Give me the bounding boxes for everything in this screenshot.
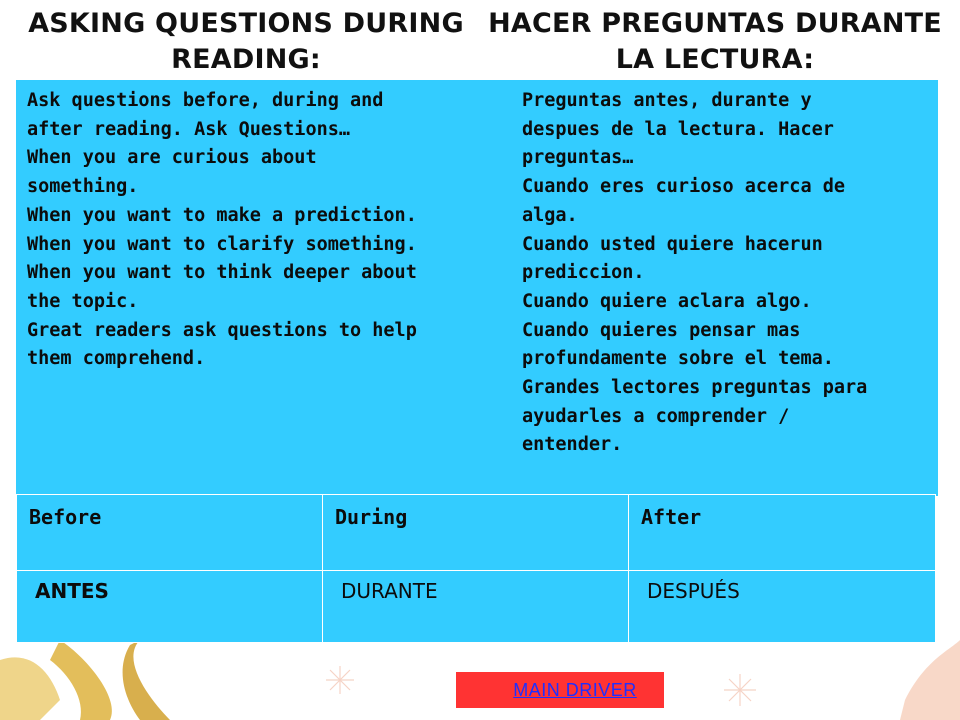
body-text-english: Ask questions before, during and after reading. Ask Questions… When you are curious about something. When you want to make a prediction. When you want to clarify something. When you want to think deeper about the topic. Great readers ask questions to help them comprehend.	[27, 90, 417, 370]
table-header-before: Before	[17, 495, 323, 571]
body-text-spanish: Preguntas antes, durante y despues de la lectura. Hacer preguntas… Cuando eres curioso acerca de alga. Cuando usted quiere hacerun prediccion. Cuando quiere aclara algo. Cuando quieres pensar mas profundamente sobre el tema. Grandes lectores preguntas para ayudarles a comprender / entender.	[522, 90, 868, 456]
main-driver-button[interactable]	[456, 672, 664, 708]
ribbon-icon	[0, 640, 170, 720]
table-cell-antes: ANTES	[17, 571, 323, 643]
snowflake-icon	[724, 674, 756, 706]
reading-phase-table	[16, 494, 936, 643]
table-cell-despues: DESPUÉS	[629, 571, 936, 643]
slide-title-english: ASKING QUESTIONS DURING READING:	[28, 8, 464, 75]
table-row	[17, 495, 936, 571]
table-header-during: During	[323, 495, 629, 571]
table-header-after: After	[629, 495, 936, 571]
main-driver-link[interactable]: MAIN DRIVER	[513, 679, 637, 700]
table-cell-durante: DURANTE	[323, 571, 629, 643]
music-note-icon	[900, 640, 960, 720]
table-row	[17, 571, 936, 643]
slide-title-spanish: HACER PREGUNTAS DURANTE LA LECTURA:	[488, 8, 942, 75]
snowflake-icon	[326, 666, 354, 694]
content-panel	[16, 80, 938, 496]
